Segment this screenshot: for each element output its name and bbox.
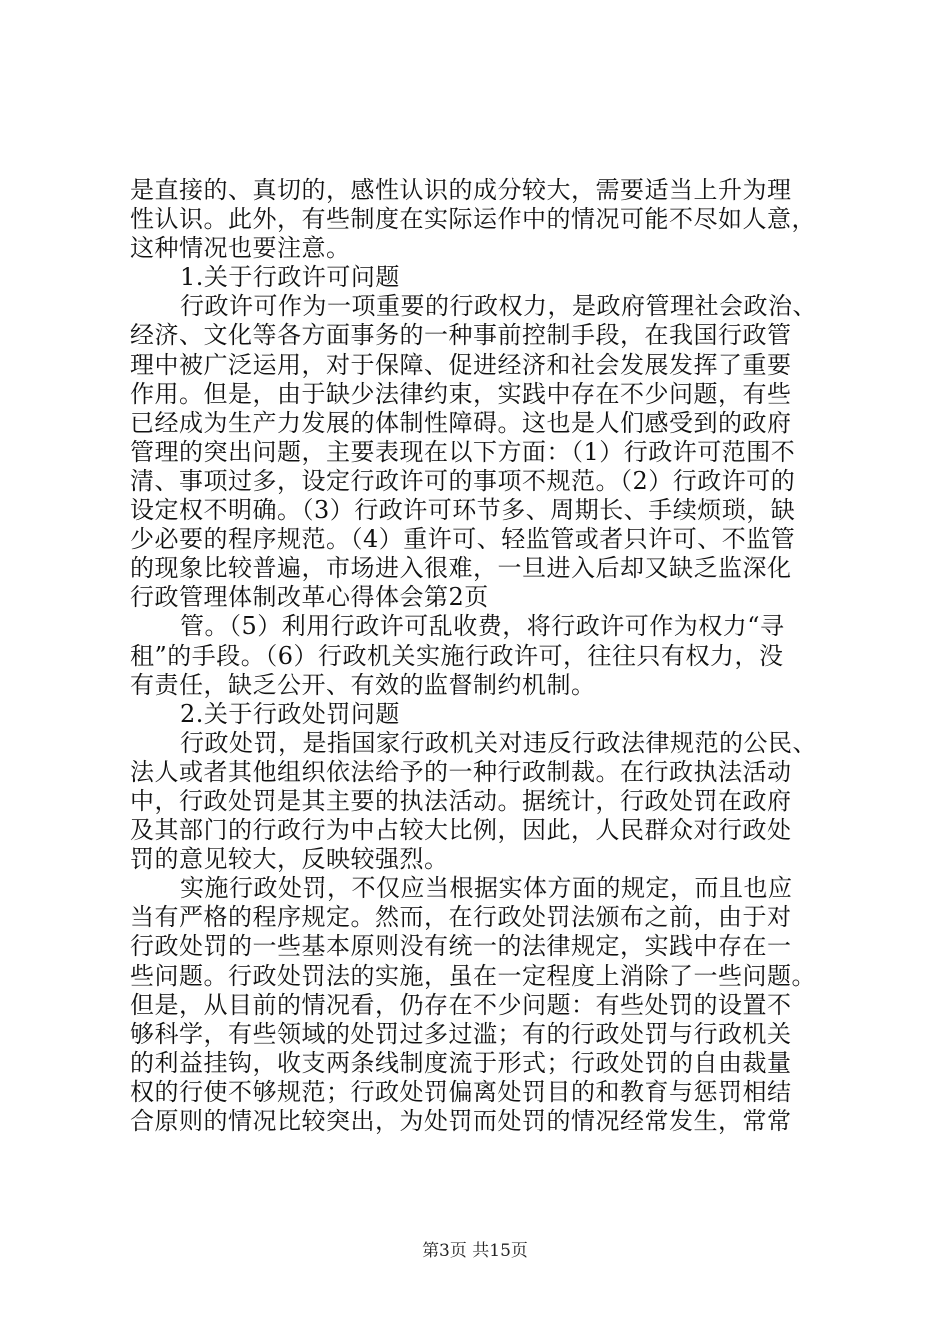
body-text [130,176,830,1136]
text-line: 合原则的情况比较突出，为处罚而处罚的情况经常发生，常常 [130,1107,792,1135]
text-line: 少必要的程序规范。（4）重许可、轻监管或者只许可、不监管 [130,525,796,554]
text-line: 的现象比较普遍，市场进入很难，一旦进入后却又缺乏监深化 [130,554,792,583]
text-line: 行政许可作为一项重要的行政权力，是政府管理社会政治、 [180,292,817,321]
text-line: 管。（5）利用行政许可乱收费，将行政许可作为权力“寻 [180,612,785,641]
text-line: 管理的突出问题，主要表现在以下方面：（1）行政许可范围不 [130,437,796,466]
text-line: 法人或者其他组织依法给予的一种行政制裁。在行政执法活动 [130,757,792,786]
text-line: 经济、文化等各方面事务的一种事前控制手段，在我国行政管 [130,321,792,350]
text-line: 租”的手段。（6）行政机关实施行政许可，往往只有权力，没 [130,641,784,670]
text-line: 当有严格的程序规定。然而，在行政处罚法颁布之前，由于对 [130,903,792,932]
text-line: 的利益挂钩，收支两条线制度流于形式；行政处罚的自由裁量 [130,1048,792,1077]
text-line: 及其部门的行政行为中占较大比例，因此，人民群众对行政处 [130,816,792,845]
text-line: 行政处罚的一些基本原则没有统一的法律规定，实践中存在一 [130,932,792,961]
text-line: 设定权不明确。（3）行政许可环节多、周期长、手续烦琐，缺 [130,496,796,525]
text-line: 行政处罚，是指国家行政机关对违反行政法律规范的公民、 [180,728,817,757]
text-line: 这种情况也要注意。 [130,234,351,263]
text-line: 清、事项过多，设定行政许可的事项不规范。（2）行政许可的 [130,466,796,495]
text-line: 罚的意见较大，反映较强烈。 [130,845,449,874]
text-line: 已经成为生产力发展的体制性障碍。这也是人们感受到的政府 [130,408,792,437]
text-line: 作用。但是，由于缺少法律约束，实践中存在不少问题，有些 [130,379,792,408]
text-line: 是直接的、真切的，感性认识的成分较大，需要适当上升为理 [130,176,792,204]
page-footer: 第3页 共15页 [422,1241,528,1261]
text-line: 1.关于行政许可问题 [180,263,400,292]
text-line: 中，行政处罚是其主要的执法活动。据统计，行政处罚在政府 [130,786,792,815]
text-line: 实施行政处罚，不仅应当根据实体方面的规定，而且也应 [180,874,793,903]
text-line: 权的行使不够规范；行政处罚偏离处罚目的和教育与惩罚相结 [130,1077,792,1106]
text-line: 行政管理体制改革心得体会第2页 [130,583,489,612]
text-line: 2.关于行政处罚问题 [180,699,400,728]
text-line: 性认识。此外，有些制度在实际运作中的情况可能不尽如人意， [130,205,816,234]
text-line: 有责任，缺乏公开、有效的监督制约机制。 [130,670,596,699]
text-line: 些问题。行政处罚法的实施，虽在一定程度上消除了一些问题。 [130,961,816,990]
text-line: 够科学，有些领域的处罚过多过滥；有的行政处罚与行政机关 [130,1019,792,1048]
text-line: 但是，从目前的情况看，仍存在不少问题：有些处罚的设置不 [130,990,792,1019]
text-line: 理中被广泛运用，对于保障、促进经济和社会发展发挥了重要 [130,350,792,379]
